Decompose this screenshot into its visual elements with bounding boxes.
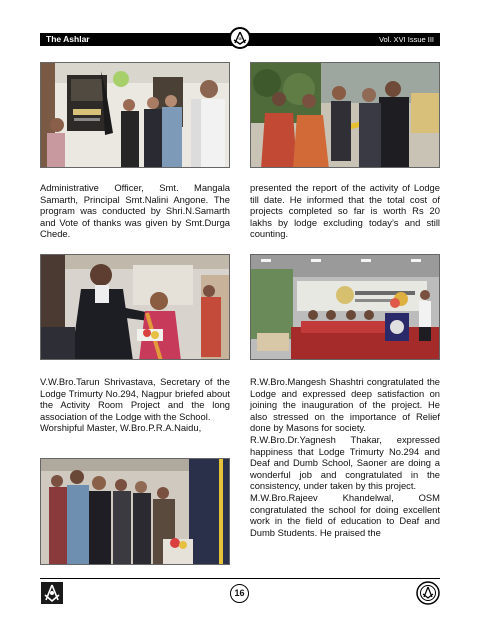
text-block-left-2: [40, 376, 230, 434]
paragraph: V.W.Bro.Tarun Shrivastava, Secretary of the Lodge Trimurty No.294, Nagpur briefed about the Activity Room Project and the long association of the Lodge with the School.: [40, 376, 230, 422]
paragraph: M.W.Bro.Rajeev Khandelwal, OSM congratulated the school for doing excellent work in the field of education to Deaf and Dumb Students. He praised the: [250, 491, 440, 538]
photo-group-visit: [40, 458, 230, 565]
paragraph: Administrative Officer, Smt. Mangala Samarth, Principal Smt.Nalini Angone. The program was conducted by Shri.N.Samarth and Vote of thanks was given by Smt.Durga Chede.: [40, 182, 230, 240]
text-block-left-1: [40, 182, 230, 240]
photo-stage-event: [250, 254, 440, 360]
paragraph: Worshipful Master, W.Bro.P.R.A.Naidu,: [40, 422, 202, 434]
paragraph: R.W.Bro.Mangesh Shashtri congratulated the Lodge and expressed deep satisfaction on joining the inauguration of the project. He also stressed on the importance of Relief done by Masons for society.: [250, 376, 440, 434]
text-block-right-1: [250, 182, 440, 240]
paragraph: presented the report of the activity of Lodge till date. He informed that the total cost of projects completed so far is worth Rs 20 lakhs by lodge excluding today’s and still counting.: [250, 182, 440, 240]
lodge-seal-icon: [416, 581, 440, 605]
photo-felicitation: [40, 254, 230, 360]
text-block-right-2: [250, 376, 440, 538]
publication-title: The Ashlar: [46, 34, 90, 44]
masonic-compass-logo-icon: [229, 27, 251, 49]
issue-label: Vol. XVI Issue III: [378, 35, 434, 44]
svg-text:G: G: [238, 36, 242, 41]
photo-plaque-unveiling: [40, 62, 230, 168]
photo-ribbon-cutting: [250, 62, 440, 168]
page-number: 16: [230, 584, 249, 603]
paragraph: R.W.Bro.Dr.Yagnesh Thakar, expressed happiness that Lodge Trimurty No.294 and Deaf and Dumb School, Saoner are doing a wonderful job and congratulated in the consistency, under taken by this project.: [250, 433, 440, 492]
footer-rule: [40, 578, 440, 579]
masonic-square-compass-icon: [40, 581, 64, 605]
